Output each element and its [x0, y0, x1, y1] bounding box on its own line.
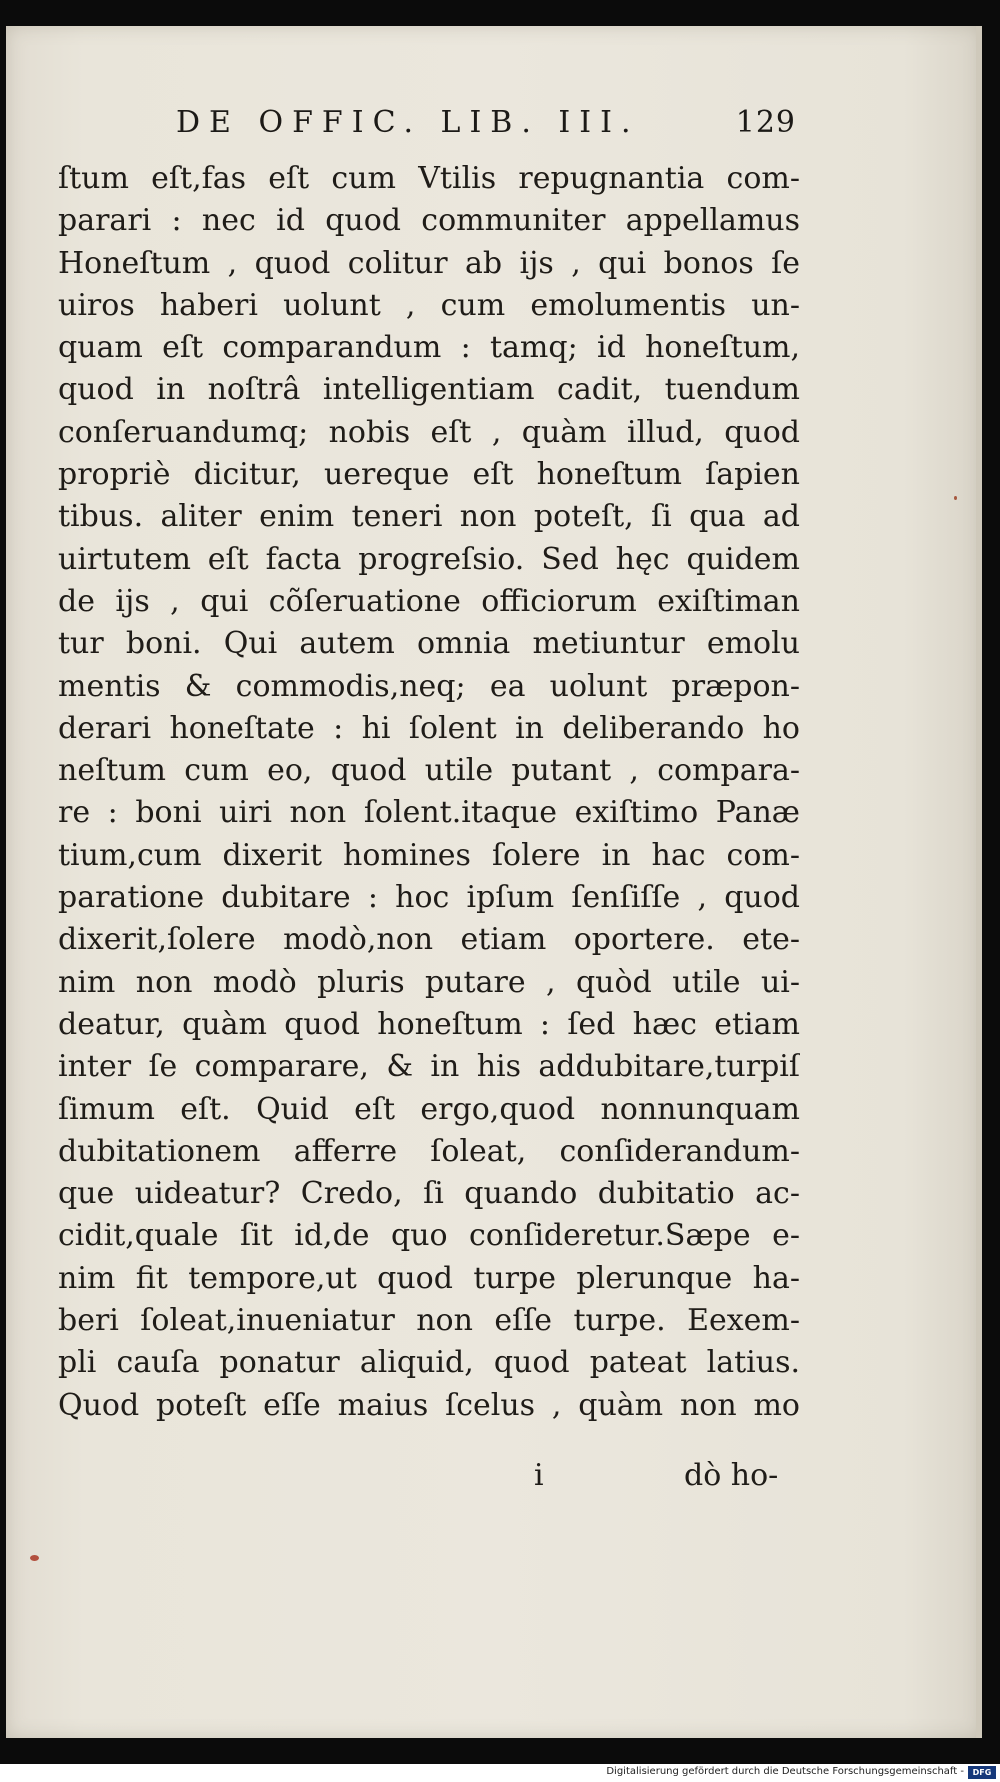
text-line: quod in noſtrâ intelligentiam cadit, tuendum: [58, 372, 800, 408]
catchword: dò ho-: [684, 1458, 779, 1493]
text-line: cidit,quale ſit id,de quo conſideretur.Sæpe e-: [58, 1218, 800, 1254]
text-line: neſtum cum eo, quod utile putant , compara-: [58, 753, 800, 789]
text-line: quam eſt comparandum : tamq; id honeſtum,: [58, 330, 800, 366]
text-line: propriè dicitur, uereque eſt honeſtum ſapien: [58, 457, 800, 493]
ink-speck: [954, 496, 957, 500]
text-line: que uideatur? Credo, ſi quando dubitatio ac-: [58, 1176, 800, 1212]
text-line: tibus. aliter enim teneri non poteſt, ſi qua ad: [58, 499, 800, 535]
page-footer: [0, 1458, 800, 1502]
running-head: DE OFFIC. LIB. III.: [176, 105, 640, 140]
text-line: beri ſoleat,inueniatur non eſſe turpe. Eexem-: [58, 1303, 800, 1339]
text-line: dubitationem afferre ſoleat, conſiderandum-: [58, 1133, 800, 1169]
text-line: inter ſe comparare, & in his addubitare,turpiſ: [58, 1049, 800, 1085]
text-line: re : boni uiri non ſolent.itaque exiſtimo Panæ: [58, 795, 800, 831]
text-line: paratione dubitare : hoc ipſum ſenſiſſe , quod: [58, 880, 800, 916]
text-line: Quod poteſt eſſe maius ſcelus , quàm non mo: [58, 1387, 800, 1423]
credit-bar: [0, 1764, 1000, 1782]
page-header: [176, 105, 796, 155]
body-text: [58, 158, 800, 1427]
text-line: dixerit,ſolere modò,non etiam oportere. ete-: [58, 922, 800, 958]
text-line: nim fit tempore,ut quod turpe plerunque ha-: [58, 1260, 800, 1296]
credit-text: Digitalisierung gefördert durch die Deutsche Forschungsgemeinschaft -: [606, 1766, 964, 1777]
red-stain: [30, 1555, 39, 1561]
dfg-logo-icon: DFG: [968, 1766, 996, 1779]
text-line: deatur, quàm quod honeſtum : ſed hæc etiam: [58, 1006, 800, 1042]
text-line: parari : nec id quod communiter appellamus: [58, 203, 800, 239]
text-line: uirtutem eſt facta progreſsio. Sed hęc quidem: [58, 541, 800, 577]
text-line: derari honeſtate : hi ſolent in deliberando ho: [58, 710, 800, 746]
page-number: 129: [735, 105, 796, 140]
text-line: ſtum eſt,fas eſt cum Vtilis repugnantia com-: [58, 161, 800, 196]
page-edge: [976, 26, 982, 1738]
text-line: tium,cum dixerit homines ſolere in hac com-: [58, 837, 800, 873]
text-line: ſimum eſt. Quid eſt ergo,quod nonnunquam: [58, 1091, 800, 1127]
text-line: mentis & commodis,neq; ea uolunt præpon-: [58, 668, 800, 704]
text-line: pli cauſa ponatur aliquid, quod pateat latius.: [58, 1345, 800, 1381]
text-line: conſeruandumq; nobis eſt , quàm illud, quod: [58, 414, 800, 450]
signature-mark: i: [534, 1458, 544, 1493]
text-line: nim non modò pluris putare , quòd utile ui-: [58, 964, 800, 1000]
text-line: tur boni. Qui autem omnia metiuntur emolu: [58, 626, 800, 662]
text-line: de ijs , qui cõſeruatione officiorum exiſtiman: [58, 583, 800, 619]
text-line: Honeſtum , quod colitur ab ijs , qui bonos ſe: [58, 245, 800, 281]
text-line: uiros haberi uolunt , cum emolumentis un-: [58, 287, 800, 323]
